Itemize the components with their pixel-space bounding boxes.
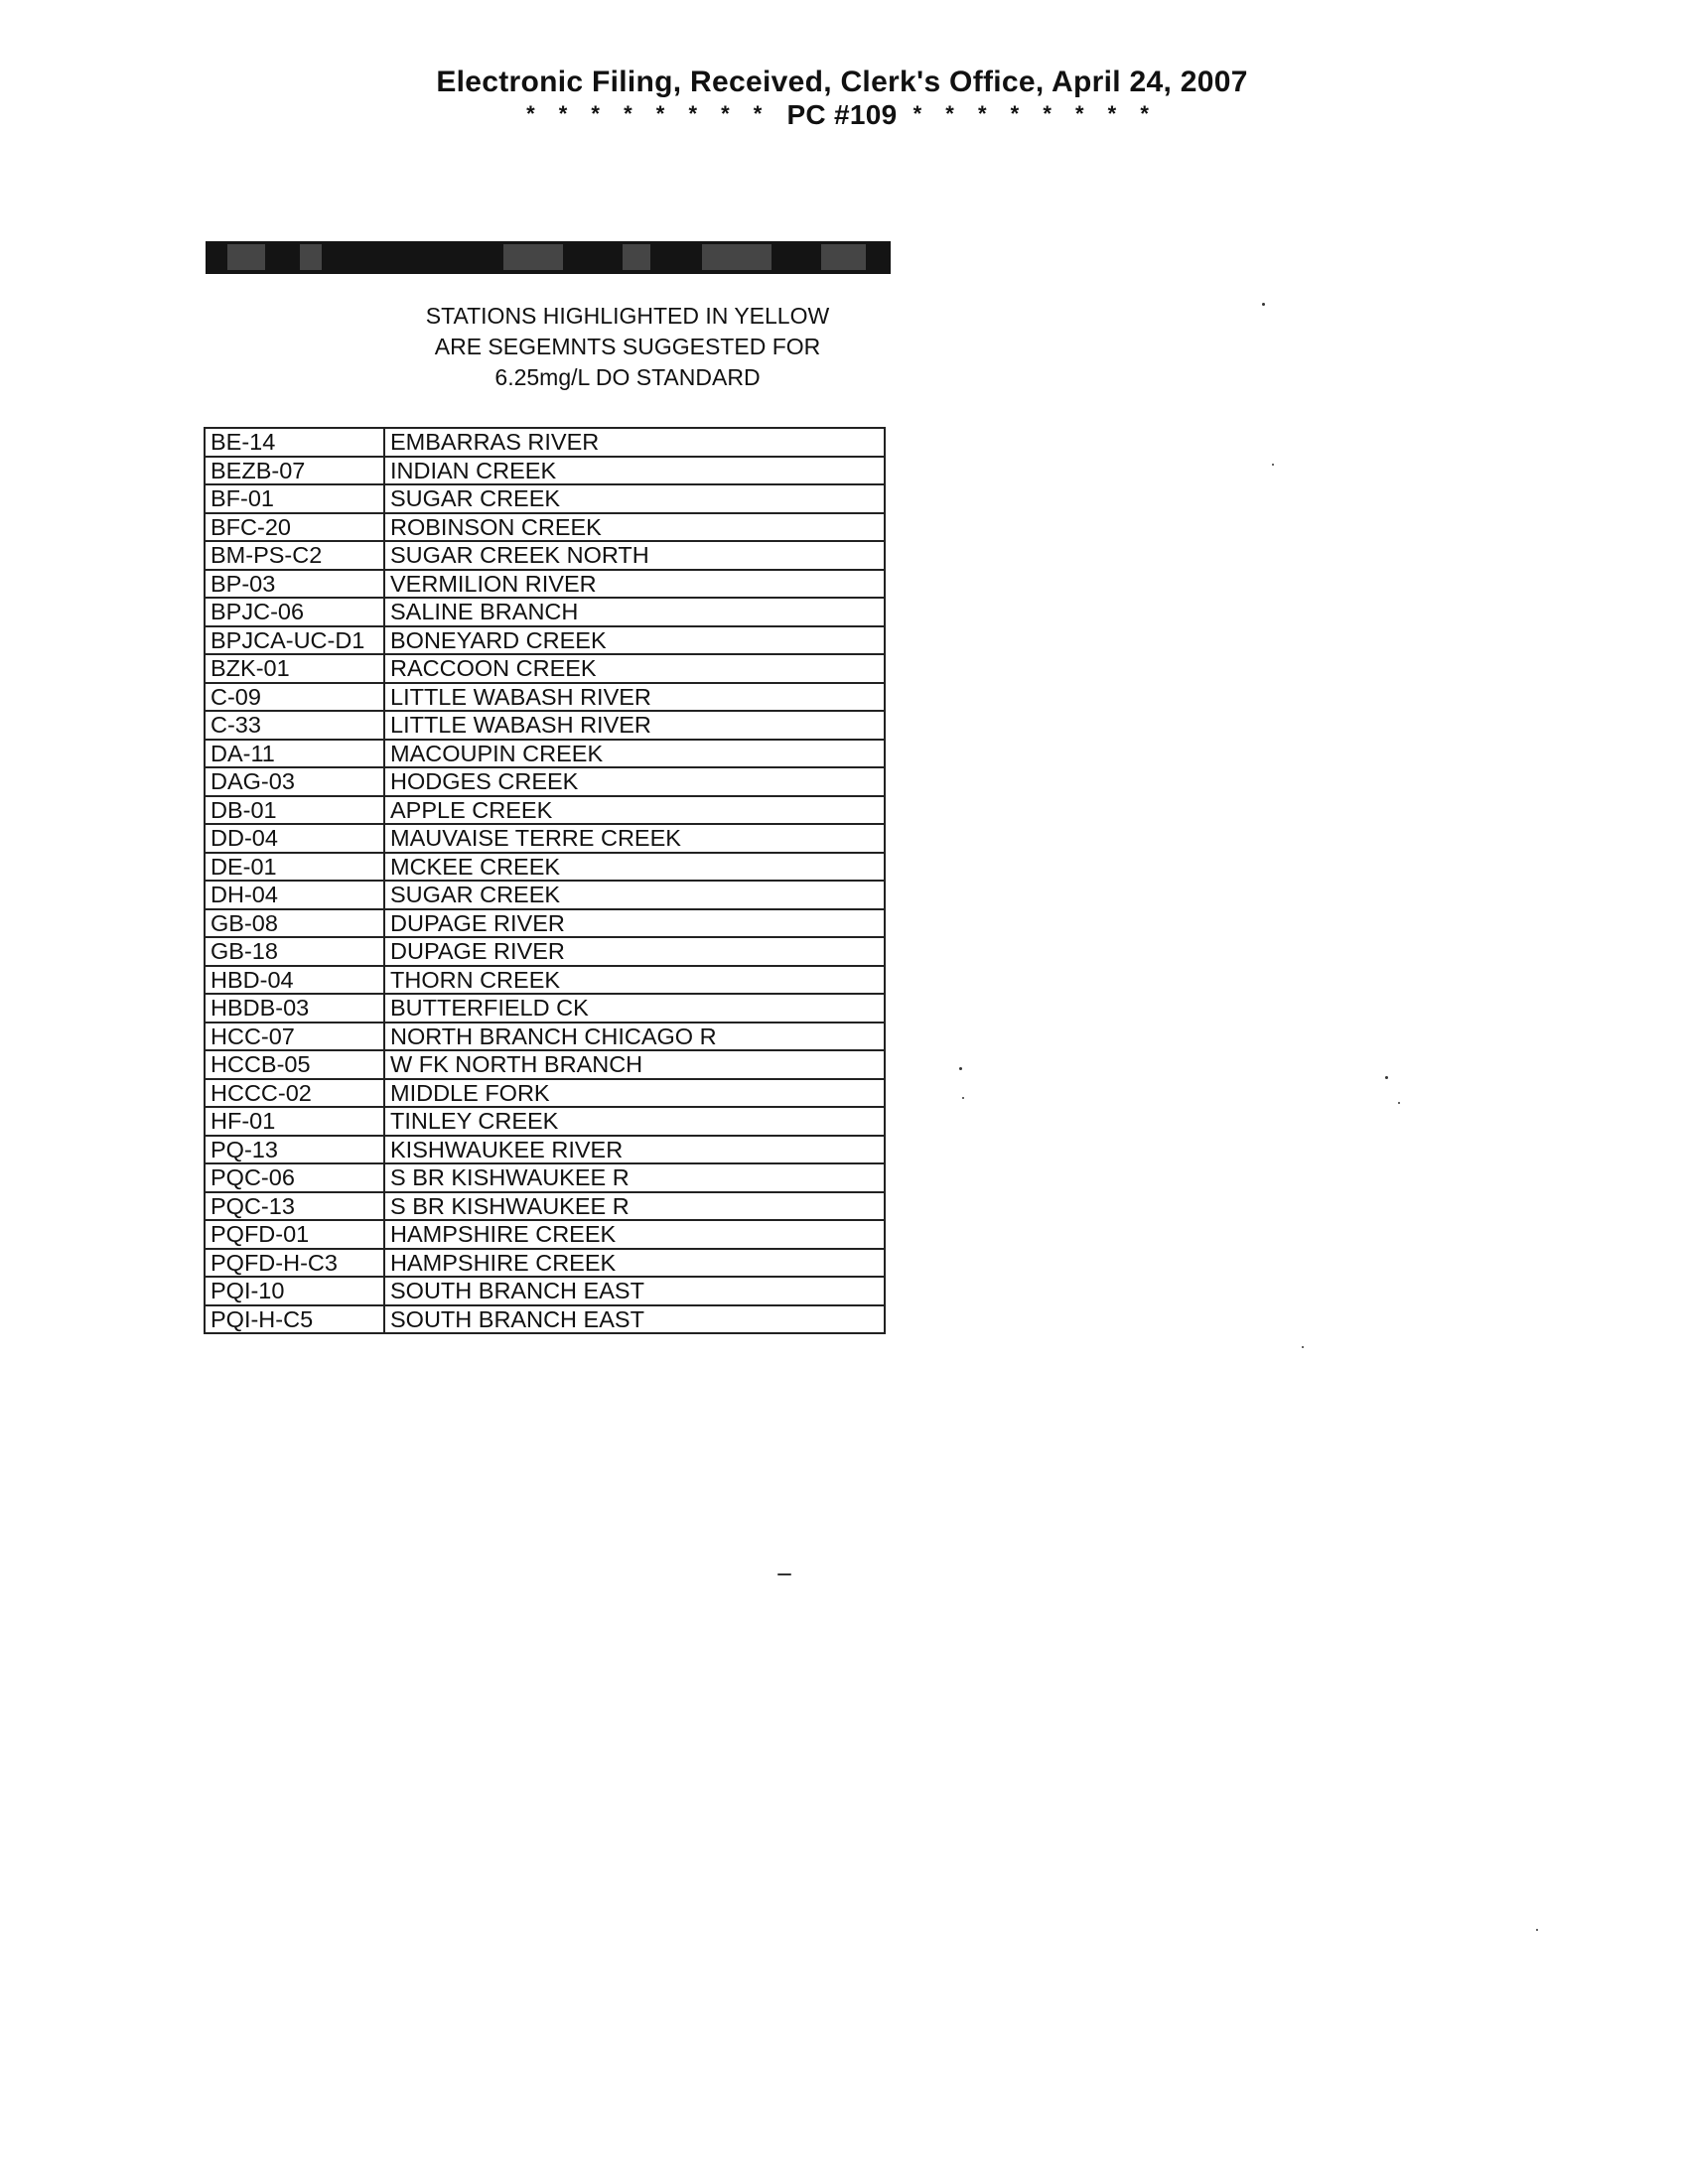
station-name: SUGAR CREEK NORTH	[384, 541, 885, 570]
scan-speck	[1536, 1929, 1538, 1931]
table-row	[205, 626, 885, 655]
station-name: LITTLE WABASH RIVER	[384, 683, 885, 712]
station-code: BM-PS-C2	[205, 541, 384, 570]
station-name: W FK NORTH BRANCH	[384, 1050, 885, 1079]
station-name: HAMPSHIRE CREEK	[384, 1220, 885, 1249]
table-row	[205, 1136, 885, 1164]
station-name: SOUTH BRANCH EAST	[384, 1277, 885, 1305]
station-name: SALINE BRANCH	[384, 598, 885, 626]
stations-table-body	[205, 428, 885, 1333]
scan-speck	[1385, 1076, 1388, 1079]
station-code: PQFD-H-C3	[205, 1249, 384, 1278]
station-name: DUPAGE RIVER	[384, 937, 885, 966]
note-line-1: STATIONS HIGHLIGHTED IN YELLOW	[425, 303, 830, 329]
station-code: DA-11	[205, 740, 384, 768]
stations-table	[204, 427, 886, 1334]
station-name: EMBARRAS RIVER	[384, 428, 885, 457]
station-name: MACOUPIN CREEK	[384, 740, 885, 768]
note-line-2: ARE SEGEMNTS SUGGESTED FOR	[434, 334, 821, 359]
station-name: S BR KISHWAUKEE R	[384, 1163, 885, 1192]
station-code: PQC-13	[205, 1192, 384, 1221]
filing-header	[0, 66, 1684, 130]
station-code: PQI-10	[205, 1277, 384, 1305]
station-code: GB-08	[205, 909, 384, 938]
station-name: BUTTERFIELD CK	[384, 994, 885, 1023]
table-row	[205, 740, 885, 768]
pc-number-line	[0, 99, 1684, 130]
station-code: HCC-07	[205, 1023, 384, 1051]
scan-speck	[1272, 464, 1274, 466]
highlight-note	[399, 301, 856, 393]
table-row	[205, 1305, 885, 1334]
station-name: DUPAGE RIVER	[384, 909, 885, 938]
table-row	[205, 513, 885, 542]
table-row	[205, 541, 885, 570]
station-name: TINLEY CREEK	[384, 1107, 885, 1136]
table-row	[205, 570, 885, 599]
station-code: BP-03	[205, 570, 384, 599]
table-row	[205, 1277, 885, 1305]
table-row	[205, 428, 885, 457]
station-code: BPJCA-UC-D1	[205, 626, 384, 655]
station-name: MAUVAISE TERRE CREEK	[384, 824, 885, 853]
station-code: DAG-03	[205, 767, 384, 796]
stars-left: * * * * * * * *	[526, 101, 772, 126]
station-code: PQFD-01	[205, 1220, 384, 1249]
station-name: HODGES CREEK	[384, 767, 885, 796]
table-row	[205, 1079, 885, 1108]
station-code: C-09	[205, 683, 384, 712]
table-row	[205, 881, 885, 909]
station-name: KISHWAUKEE RIVER	[384, 1136, 885, 1164]
bar-noise	[702, 244, 772, 270]
station-name: BONEYARD CREEK	[384, 626, 885, 655]
station-code: HBD-04	[205, 966, 384, 995]
scan-speck	[777, 1573, 791, 1575]
table-row	[205, 1163, 885, 1192]
bar-noise	[227, 244, 265, 270]
station-code: PQ-13	[205, 1136, 384, 1164]
station-name: NORTH BRANCH CHICAGO R	[384, 1023, 885, 1051]
station-name: THORN CREEK	[384, 966, 885, 995]
station-name: SOUTH BRANCH EAST	[384, 1305, 885, 1334]
scan-speck	[962, 1097, 964, 1099]
station-name: ROBINSON CREEK	[384, 513, 885, 542]
scan-speck	[1262, 303, 1265, 306]
station-name: MCKEE CREEK	[384, 853, 885, 882]
station-name: SUGAR CREEK	[384, 881, 885, 909]
station-code: BZK-01	[205, 654, 384, 683]
bar-noise	[300, 244, 322, 270]
table-row	[205, 1192, 885, 1221]
table-row	[205, 1023, 885, 1051]
station-code: HBDB-03	[205, 994, 384, 1023]
station-code: BE-14	[205, 428, 384, 457]
table-row	[205, 1050, 885, 1079]
bar-noise	[503, 244, 563, 270]
table-row	[205, 824, 885, 853]
bar-noise	[821, 244, 866, 270]
station-name: LITTLE WABASH RIVER	[384, 711, 885, 740]
redacted-bar	[206, 241, 891, 274]
filing-stamp: Electronic Filing, Received, Clerk's Office, April 24, 2007	[436, 66, 1248, 98]
station-name: VERMILION RIVER	[384, 570, 885, 599]
table-row	[205, 1249, 885, 1278]
station-code: BEZB-07	[205, 457, 384, 485]
station-code: HCCB-05	[205, 1050, 384, 1079]
table-row	[205, 937, 885, 966]
pc-number: PC #109	[786, 99, 898, 130]
station-name: HAMPSHIRE CREEK	[384, 1249, 885, 1278]
scan-speck	[959, 1067, 962, 1070]
table-row	[205, 598, 885, 626]
station-code: DE-01	[205, 853, 384, 882]
table-row	[205, 966, 885, 995]
station-code: BF-01	[205, 484, 384, 513]
station-code: HCCC-02	[205, 1079, 384, 1108]
table-row	[205, 683, 885, 712]
table-row	[205, 654, 885, 683]
station-code: C-33	[205, 711, 384, 740]
scan-speck	[1302, 1346, 1304, 1348]
station-code: BFC-20	[205, 513, 384, 542]
bar-noise	[623, 244, 650, 270]
table-row	[205, 767, 885, 796]
table-row	[205, 457, 885, 485]
station-name: S BR KISHWAUKEE R	[384, 1192, 885, 1221]
table-row	[205, 796, 885, 825]
scan-speck	[1398, 1102, 1400, 1104]
table-row	[205, 1220, 885, 1249]
station-code: DB-01	[205, 796, 384, 825]
station-code: BPJC-06	[205, 598, 384, 626]
station-code: DD-04	[205, 824, 384, 853]
stars-right: * * * * * * * *	[912, 101, 1158, 126]
table-row	[205, 853, 885, 882]
station-code: PQI-H-C5	[205, 1305, 384, 1334]
note-line-3: 6.25mg/L DO STANDARD	[494, 364, 761, 390]
table-row	[205, 711, 885, 740]
table-row	[205, 484, 885, 513]
station-name: INDIAN CREEK	[384, 457, 885, 485]
station-name: SUGAR CREEK	[384, 484, 885, 513]
station-code: DH-04	[205, 881, 384, 909]
table-row	[205, 909, 885, 938]
table-row	[205, 1107, 885, 1136]
station-code: HF-01	[205, 1107, 384, 1136]
station-name: RACCOON CREEK	[384, 654, 885, 683]
station-code: GB-18	[205, 937, 384, 966]
station-name: MIDDLE FORK	[384, 1079, 885, 1108]
station-code: PQC-06	[205, 1163, 384, 1192]
station-name: APPLE CREEK	[384, 796, 885, 825]
table-row	[205, 994, 885, 1023]
